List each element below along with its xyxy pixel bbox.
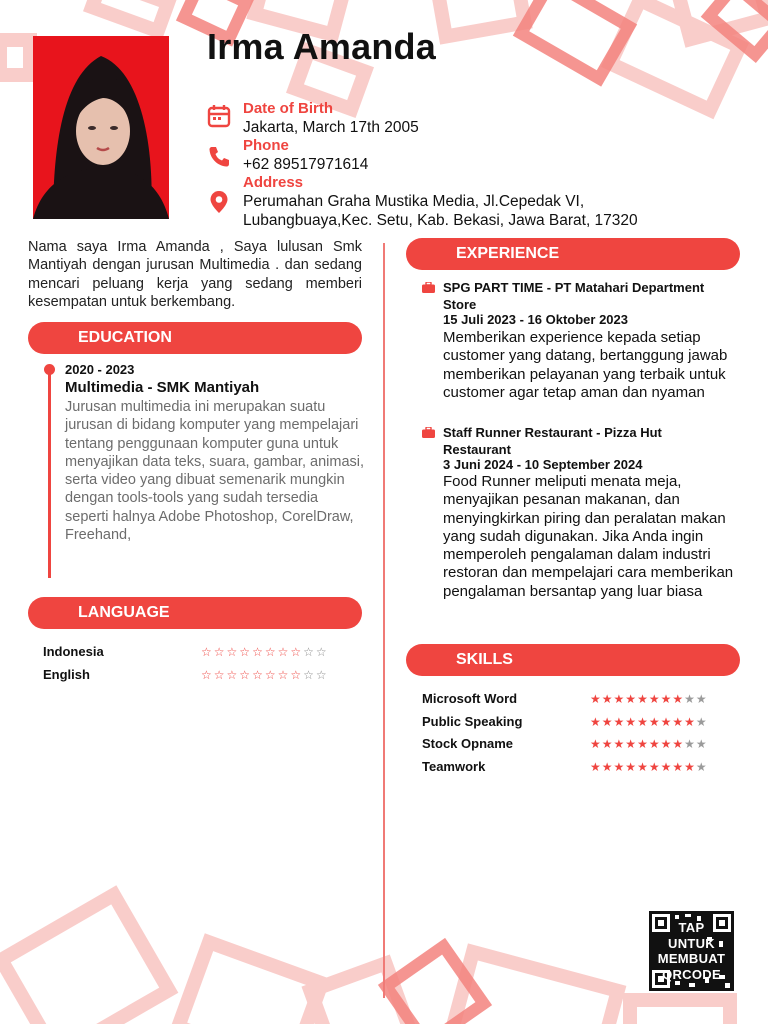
rating-star: ★ xyxy=(684,692,696,706)
rating-star: ☆ xyxy=(226,668,240,682)
rating-star: ★ xyxy=(613,692,626,706)
education-timeline-line xyxy=(48,368,51,578)
rating-star: ☆ xyxy=(213,668,227,682)
language-name: Indonesia xyxy=(43,644,104,659)
address-value xyxy=(243,192,673,230)
experience-date: 15 Juli 2023 - 16 Oktober 2023 xyxy=(443,312,628,327)
rating-star: ★ xyxy=(625,737,638,751)
rating-star: ★ xyxy=(684,759,696,774)
rating-star: ★ xyxy=(625,759,638,774)
experience-date: 3 Juni 2024 - 10 September 2024 xyxy=(443,457,643,472)
rating-star: ★ xyxy=(590,737,602,751)
rating-star: ★ xyxy=(590,714,602,729)
rating-star: ☆ xyxy=(239,668,253,682)
rating-star: ★ xyxy=(590,692,602,706)
education-timeline-dot xyxy=(44,364,55,375)
experience-title: Staff Runner Restaurant - Pizza Hut Restaurant xyxy=(443,425,662,457)
rating-star: ★ xyxy=(601,737,614,751)
profile-photo xyxy=(33,36,169,219)
experience-description: Memberikan experience kepada setiap customer yang datang, bertanggung jawab memberikan pelayanan yang terbaik untuk customer agar tetap aman dan nyaman xyxy=(443,329,728,401)
skill-name: Teamwork xyxy=(422,758,486,774)
briefcase-icon xyxy=(422,427,435,438)
qr-caption-line: TAP xyxy=(678,920,705,935)
rating-star: ☆ xyxy=(201,645,214,659)
qr-code[interactable] xyxy=(649,911,734,991)
skill-name: Microsoft Word xyxy=(422,691,518,706)
rating-star: ☆ xyxy=(277,668,291,682)
rating-star: ☆ xyxy=(303,645,316,659)
rating-star: ★ xyxy=(672,714,685,729)
rating-star: ★ xyxy=(660,714,673,729)
rating-star: ☆ xyxy=(315,645,329,659)
qr-caption-line: QRCODE xyxy=(662,966,721,982)
phone-icon xyxy=(207,145,231,169)
phone-value: +62 89517971614 xyxy=(243,156,369,173)
rating-star: ★ xyxy=(695,692,708,706)
language-heading: LANGUAGE xyxy=(28,597,362,629)
rating-star: ☆ xyxy=(252,645,265,659)
address-line-1: Perumahan Graha Mustika Media, Jl.Cepedak VI, xyxy=(243,193,585,210)
education-years: 2020 - 2023 xyxy=(65,362,135,377)
address-line-2: Lubangbuaya,Kec. Setu, Kab. Bekasi, Jawa Barat, 17320 xyxy=(243,212,638,229)
language-name: English xyxy=(43,667,90,682)
education-heading: EDUCATION xyxy=(28,322,362,354)
skills-heading: SKILLS xyxy=(406,644,740,676)
rating-star: ★ xyxy=(648,714,661,729)
rating-star: ★ xyxy=(660,737,673,751)
experience-title: SPG PART TIME - PT Matahari Department Store xyxy=(443,280,705,312)
rating-star: ★ xyxy=(648,737,661,751)
qr-caption-line: UNTUK xyxy=(668,935,715,951)
rating-star: ★ xyxy=(601,714,614,729)
rating-star: ★ xyxy=(672,737,685,751)
skill-name: Stock Opname xyxy=(422,736,514,751)
rating-star: ★ xyxy=(601,692,614,706)
rating-star: ★ xyxy=(590,759,602,774)
rating-star: ★ xyxy=(672,759,685,774)
rating-star: ★ xyxy=(660,759,673,774)
rating-star: ★ xyxy=(637,737,649,751)
rating-star: ★ xyxy=(695,759,708,774)
rating-star: ☆ xyxy=(252,668,265,682)
skill-rating xyxy=(590,692,708,706)
rating-star: ★ xyxy=(601,759,614,774)
rating-star: ★ xyxy=(625,714,638,729)
rating-star: ★ xyxy=(613,737,626,751)
rating-star: ☆ xyxy=(277,645,291,659)
skill-name: Public Speaking xyxy=(422,713,523,729)
rating-star: ☆ xyxy=(264,645,278,659)
rating-star: ★ xyxy=(648,759,661,774)
rating-star: ☆ xyxy=(290,668,304,682)
rating-star: ★ xyxy=(672,692,685,706)
rating-star: ★ xyxy=(637,714,649,729)
column-divider xyxy=(383,243,385,998)
rating-star: ★ xyxy=(660,692,673,706)
dob-value: Jakarta, March 17th 2005 xyxy=(243,119,419,136)
rating-star: ★ xyxy=(695,714,708,729)
full-name: Irma Amanda xyxy=(207,26,436,67)
skill-rating xyxy=(590,737,708,751)
rating-star: ★ xyxy=(613,714,626,729)
calendar-icon xyxy=(207,104,231,128)
rating-star: ★ xyxy=(684,737,696,751)
language-rating xyxy=(201,645,329,659)
address-label: Address xyxy=(243,174,304,191)
rating-star: ★ xyxy=(625,692,638,706)
experience-description: Food Runner meliputi menata meja, menyajikan pesanan makanan, dan menyingkirkan piring dan peralatan makan yang sudah digunakan. Jika Anda ingin memperoleh pengalaman dalam industri restoran dan mempelajari cara memberikan pengalaman bersantap yang luar biasa xyxy=(443,473,734,600)
rating-star: ☆ xyxy=(226,645,240,659)
rating-star: ★ xyxy=(648,692,661,706)
rating-star: ★ xyxy=(684,714,696,729)
dob-label: Date of Birth xyxy=(243,100,333,117)
rating-star: ☆ xyxy=(201,668,214,682)
rating-star: ☆ xyxy=(264,668,278,682)
rating-star: ☆ xyxy=(290,645,304,659)
rating-star: ☆ xyxy=(213,645,227,659)
qr-caption xyxy=(649,920,734,982)
about-text: Nama saya Irma Amanda , Saya lulusan Smk Mantiyah dengan jurusan Multimedia . dan sedang mencari peluang kerja yang sedang memberi kesempatan untuk berkembang. xyxy=(28,239,362,310)
rating-star: ★ xyxy=(637,759,649,774)
location-pin-icon xyxy=(207,190,231,214)
rating-star: ☆ xyxy=(239,645,253,659)
rating-star: ★ xyxy=(637,692,649,706)
education-description: Jurusan multimedia ini merupakan suatu jurusan di bidang komputer yang mempelajari tentang penggunaan komputer guna untuk menyajikan data teks, suara, gambar, animasi, serta video yang dibuat semenarik mungkin dengan tools-tools yang sudah tersedia seperti halnya Adobe Photoshop, CorelDraw, Freehand, xyxy=(65,399,365,544)
language-rating xyxy=(201,668,329,682)
rating-star: ☆ xyxy=(303,668,316,682)
rating-star: ★ xyxy=(613,759,626,774)
experience-heading: EXPERIENCE xyxy=(406,238,740,270)
briefcase-icon xyxy=(422,282,435,293)
rating-star: ★ xyxy=(695,737,708,751)
education-title: Multimedia - SMK Mantiyah xyxy=(65,379,260,396)
skill-rating xyxy=(590,715,708,729)
qr-caption-line: MEMBUAT xyxy=(657,951,726,966)
rating-star: ☆ xyxy=(315,668,329,682)
phone-label: Phone xyxy=(243,137,289,154)
skill-rating xyxy=(590,760,708,774)
